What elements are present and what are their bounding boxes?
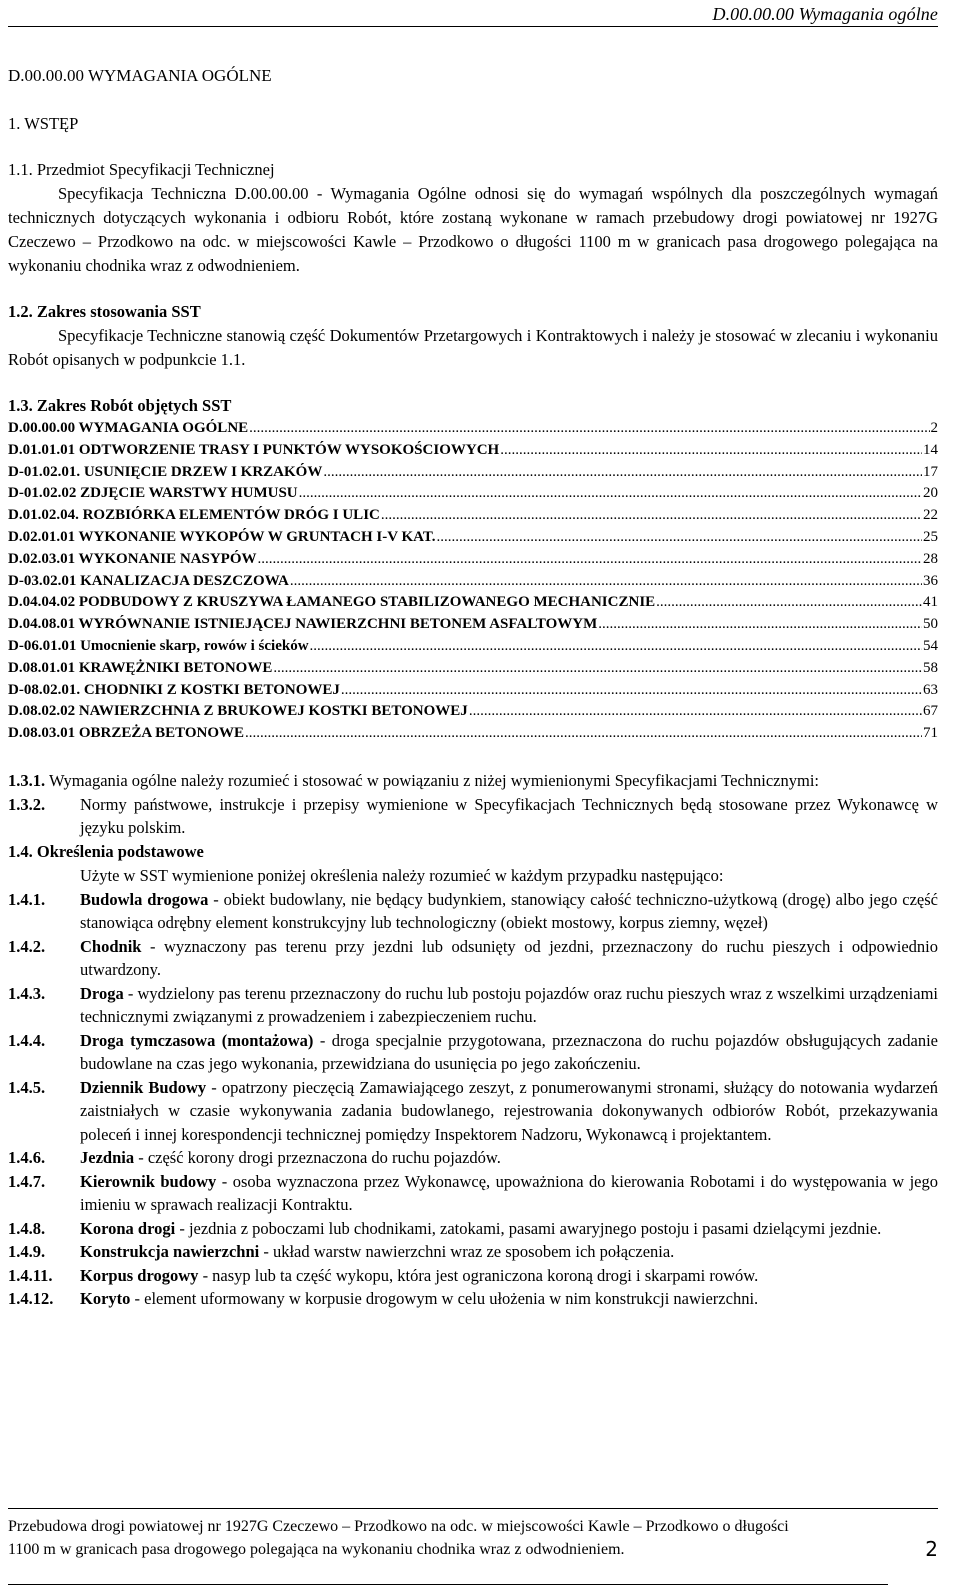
definition-term: Korona drogi	[80, 1218, 176, 1238]
toc-entry[interactable]	[8, 505, 938, 527]
toc-entry[interactable]	[8, 527, 938, 549]
toc-leader-dots	[249, 418, 929, 440]
definition-item	[8, 1287, 938, 1311]
document-title: D.00.00.00 WYMAGANIA OGÓLNE	[8, 66, 272, 85]
toc-entry-title: D.00.00.00 WYMAGANIA OGÓLNE	[8, 420, 249, 436]
toc-entry-page: 63	[923, 681, 938, 698]
definition-body: - droga specjalnie przygotowana, przeznaczona do ruchu pojazdów obsługujących zadanie budowlane na czas jego wykonania, przewidziana do usunięcia po jego zakończeniu.	[80, 1030, 938, 1074]
toc-entry[interactable]	[8, 723, 938, 745]
toc-entry-page: 71	[923, 725, 938, 742]
toc-leader-dots	[273, 658, 922, 680]
toc-entry[interactable]	[8, 440, 938, 462]
definition-term: Konstrukcja nawierzchni	[80, 1242, 260, 1262]
toc-entry-page: 22	[923, 507, 938, 524]
definition-item	[8, 1264, 938, 1288]
toc-leader-dots	[310, 636, 922, 658]
definition-item	[8, 1029, 938, 1076]
header-rule	[8, 26, 938, 27]
definition-text	[80, 1146, 938, 1170]
toc-entry-title: D.01.01.01 ODTWORZENIE TRASY I PUNKTÓW WYSOKOŚCIOWYCH	[8, 441, 500, 458]
toc-entry-page: 67	[923, 703, 938, 720]
toc-entry[interactable]	[8, 658, 938, 680]
toc-entry-page: 28	[923, 550, 938, 567]
definition-text	[80, 1029, 938, 1076]
definition-body: - układ warstw nawierzchni wraz ze sposobem ich połączenia.	[259, 1242, 675, 1262]
page-footer	[8, 1515, 938, 1561]
toc-entry-page: 2	[930, 420, 938, 436]
definition-term: Chodnik	[80, 936, 142, 956]
toc-entry-title: D.08.02.02 NAWIERZCHNIA Z BRUKOWEJ KOSTKI BETONOWEJ	[8, 703, 468, 720]
section-heading-1-3: 1.3. Zakres Robót objętych SST	[8, 396, 232, 415]
toc-leader-dots	[323, 462, 922, 484]
definition-number: 1.4.7.	[8, 1171, 46, 1191]
footer-line-2: 1100 m w granicach pasa drogowego polegająca na wykonaniu chodnika wraz z odwodnieniem.	[8, 1541, 625, 1558]
definition-text	[80, 1240, 938, 1264]
toc-leader-dots	[437, 527, 922, 549]
toc-entry-title: D-03.02.01 KANALIZACJA DESZCZOWA	[8, 572, 289, 589]
definition-text	[80, 1264, 938, 1288]
definition-body: - obiekt budowlany, nie będący budynkiem, stanowiący całość techniczno-użytkową (drogę) albo jego część stanowiąca odrębny element konstrukcyjny lub technologiczny (obiekt mostowy, korpus ziemny, węzeł)	[80, 889, 938, 933]
toc-leader-dots	[290, 571, 922, 593]
definition-number: 1.4.5.	[8, 1077, 46, 1097]
section-1-2-text: Specyfikacje Techniczne stanowią część Dokumentów Przetargowych i Kontraktowych i należy je stosować w zlecaniu i wykonaniu Robót opisanych w podpunkcie 1.1.	[8, 326, 938, 369]
toc-entry-title: D-08.02.01. CHODNIKI Z KOSTKI BETONOWEJ	[8, 681, 340, 698]
definition-text	[80, 982, 938, 1029]
section-1-3-1	[8, 769, 938, 793]
definition-item	[8, 1170, 938, 1217]
definition-term: Dziennik Budowy	[80, 1077, 207, 1097]
definition-item	[8, 935, 938, 982]
definition-body: - część korony drogi przeznaczona do ruchu pojazdów.	[134, 1148, 501, 1168]
section-heading-1-2: 1.2. Zakres stosowania SST	[8, 302, 201, 321]
toc-entry-title: D.04.08.01 WYRÓWNANIE ISTNIEJĄCEJ NAWIERZCHNI BETONEM ASFALTOWYM	[8, 616, 598, 633]
footer-line-1: Przebudowa drogi powiatowej nr 1927G Czeczewo – Przodkowo na odc. w miejscowości Kawle – Przodkowo o długości	[8, 1518, 789, 1535]
definitions-list	[8, 888, 938, 1311]
toc-entry-title: D.08.01.01 KRAWĘŻNIKI BETONOWE	[8, 659, 273, 676]
toc-entry-page: 14	[923, 441, 938, 458]
toc-entry-title: D-06.01.01 Umocnienie skarp, rowów i ścieków	[8, 637, 309, 654]
toc-leader-dots	[299, 483, 922, 505]
definition-body: - opatrzony pieczęcią Zamawiającego zeszyt, z ponumerowanymi stronami, służący do notowania wydarzeń zaistniałych w czasie wykonywania zadania budowlanego, rejestrowania dokonywanych odbiorów Robót, przekazywania poleceń i innej korespondencji technicznej pomiędzy Inspektorem Nadzoru, Wykonawcą i projektantem.	[80, 1077, 938, 1144]
section-1-3-1-number: 1.3.1.	[8, 770, 46, 790]
definition-body: - wydzielony pas terenu przeznaczony do ruchu lub postoju pojazdów oraz ruchu pieszych wraz z wszelkimi urządzeniami technicznymi związanymi z prowadzeniem i zabezpieczeniem ruchu.	[80, 983, 938, 1027]
toc-entry-title: D.02.03.01 WYKONANIE NASYPÓW	[8, 550, 257, 567]
definition-text	[80, 1076, 938, 1147]
definition-body: - nasyp lub ta część wykopu, która jest ograniczona koroną drogi i skarpami rowów.	[198, 1265, 759, 1285]
toc-leader-dots	[258, 549, 923, 571]
definition-text	[80, 1170, 938, 1217]
definition-item	[8, 1076, 938, 1147]
definition-body: - element uformowany w korpusie drogowym w celu ułożenia w nim konstrukcji nawierzchni.	[130, 1289, 759, 1309]
page-number: 2	[925, 1537, 938, 1561]
section-1-4-intro: Użyte w SST wymienione poniżej określenia należy rozumieć w każdym przypadku następująco:	[80, 865, 724, 885]
toc-entry-title: D.04.04.02 PODBUDOWY Z KRUSZYWA ŁAMANEGO STABILIZOWANEGO MECHANICZNIE	[8, 594, 656, 611]
definition-term: Korpus drogowy	[80, 1265, 199, 1285]
toc-entry-page: 17	[923, 463, 938, 480]
definition-term: Droga tymczasowa (montażowa)	[80, 1030, 314, 1050]
definition-body: - wyznaczony pas terenu przy jezdni lub odsunięty od jezdni, przeznaczony do ruchu pieszych i odpowiednio utwardzony.	[80, 936, 938, 980]
section-1-3-1-text: Wymagania ogólne należy rozumieć i stosować w powiązaniu z niżej wymienionymi Specyfikacjami Technicznymi:	[48, 770, 819, 790]
toc-leader-dots	[381, 505, 922, 527]
toc-entry-page: 58	[923, 659, 938, 676]
section-heading-1: 1. WSTĘP	[8, 114, 79, 133]
definition-term: Budowla drogowa	[80, 889, 209, 909]
definition-body: - osoba wyznaczona przez Wykonawcę, upoważniona do kierowania Robotami i do występowania w jego imieniu w sprawach realizacji Kontraktu.	[80, 1171, 938, 1215]
definition-body: - jezdnia z poboczami lub chodnikami, zatokami, pasami awaryjnego postoju i pasami dzielącymi jezdnie.	[175, 1218, 882, 1238]
footer-bottom-rule	[8, 1584, 888, 1585]
toc-leader-dots	[469, 701, 922, 723]
section-1-3-2-text: Normy państwowe, instrukcje i przepisy wymienione w Specyfikacjach Technicznych będą stosowane przez Wykonawcę w języku polskim.	[80, 794, 938, 838]
toc-entry[interactable]	[8, 701, 938, 723]
table-of-contents	[8, 418, 938, 745]
toc-entry-title: D.08.03.01 OBRZEŻA BETONOWE	[8, 725, 245, 742]
toc-entry[interactable]	[8, 592, 938, 614]
footer-rule	[8, 1508, 938, 1509]
definition-text	[80, 1287, 938, 1311]
definition-text	[80, 1217, 938, 1241]
toc-entry[interactable]	[8, 680, 938, 702]
definition-number: 1.4.8.	[8, 1218, 46, 1238]
definition-number: 1.4.4.	[8, 1030, 46, 1050]
definition-item	[8, 1240, 938, 1264]
toc-entry-page: 54	[923, 637, 938, 654]
definition-number: 1.4.12.	[8, 1289, 54, 1309]
definition-number: 1.4.9.	[8, 1242, 46, 1262]
running-header: D.00.00.00 Wymagania ogólne	[712, 4, 938, 24]
definition-number: 1.4.3.	[8, 983, 46, 1003]
definition-item	[8, 1217, 938, 1241]
toc-entry-page: 20	[923, 485, 938, 502]
toc-entry-page: 41	[923, 594, 938, 611]
definition-number: 1.4.6.	[8, 1148, 46, 1168]
definition-term: Koryto	[80, 1289, 131, 1309]
toc-leader-dots	[500, 440, 922, 462]
toc-entry-page: 50	[923, 616, 938, 633]
definition-term: Kierownik budowy	[80, 1171, 217, 1191]
definition-number: 1.4.1.	[8, 889, 46, 909]
toc-entry[interactable]	[8, 418, 938, 440]
toc-entry[interactable]	[8, 483, 938, 505]
toc-entry-title: D-01.02.02 ZDJĘCIE WARSTWY HUMUSU	[8, 485, 298, 502]
toc-entry[interactable]	[8, 549, 938, 571]
toc-entry-page: 25	[923, 528, 938, 545]
section-1-3-2-number: 1.3.2.	[8, 794, 46, 814]
toc-entry[interactable]	[8, 614, 938, 636]
section-heading-1-4: 1.4. Określenia podstawowe	[8, 841, 204, 861]
definition-number: 1.4.11.	[8, 1265, 53, 1285]
definition-term: Jezdnia	[80, 1148, 135, 1168]
definition-item	[8, 888, 938, 935]
toc-leader-dots	[245, 723, 922, 745]
toc-entry-page: 36	[923, 572, 938, 589]
section-1-3-2	[8, 793, 938, 840]
toc-entry-title: D.01.02.04. ROZBIÓRKA ELEMENTÓW DRÓG I ULIC	[8, 507, 380, 524]
toc-entry[interactable]	[8, 462, 938, 484]
toc-entry[interactable]	[8, 636, 938, 658]
toc-leader-dots	[656, 592, 922, 614]
definition-text	[80, 888, 938, 935]
toc-leader-dots	[341, 680, 922, 702]
definition-term: Droga	[80, 983, 124, 1003]
definition-number: 1.4.2.	[8, 936, 46, 956]
definition-text	[80, 935, 938, 982]
document-page	[8, 0, 938, 1593]
document-body	[8, 64, 938, 1311]
definition-item	[8, 982, 938, 1029]
toc-entry-title: D.02.01.01 WYKONANIE WYKOPÓW W GRUNTACH I-V KAT.	[8, 528, 436, 545]
section-heading-1-1: 1.1. Przedmiot Specyfikacji Technicznej	[8, 160, 275, 179]
toc-entry-title: D-01.02.01. USUNIĘCIE DRZEW I KRZAKÓW	[8, 463, 323, 480]
section-1-1-text: Specyfikacja Techniczna D.00.00.00 - Wymagania Ogólne odnosi się do wymagań wspólnych dla poszczególnych wymagań technicznych dotyczących wykonania i odbioru Robót, które zostaną wykonane w ramach przebudowy drogi powiatowej nr 1927G Czeczewo – Przodkowo na odc. w miejscowości Kawle – Przodkowo o długości 1100 m w granicach pasa drogowego polegająca na wykonaniu chodnika wraz z odwodnieniem.	[8, 184, 938, 275]
definition-item	[8, 1146, 938, 1170]
toc-leader-dots	[598, 614, 922, 636]
toc-entry[interactable]	[8, 571, 938, 593]
